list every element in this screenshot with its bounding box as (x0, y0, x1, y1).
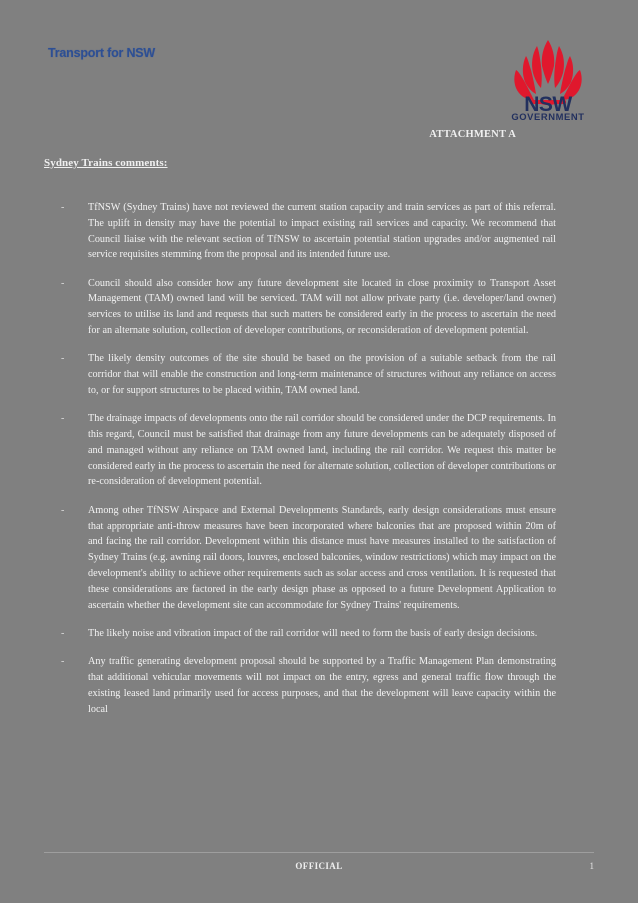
page-footer (44, 852, 594, 877)
list-item (44, 654, 556, 717)
list-item (44, 351, 556, 398)
list-item-text: The likely noise and vibration impact of the rail corridor will need to form the basis of early design decisions. (88, 627, 538, 639)
bullet-marker: - (61, 353, 65, 365)
list-item-text: Any traffic generating development proposal should be supported by a Traffic Management Plan demonstrating that additional vehicular movements will not impact on the entry, egress and general traffic flow through the existing leased land primarily used for access purposes, and that the development will leave capacity within the local (88, 656, 556, 715)
bullet-marker: - (61, 277, 65, 289)
bullet-marker: - (61, 413, 65, 425)
section-heading: Sydney Trains comments: (44, 157, 168, 169)
page-header (0, 0, 638, 120)
list-item-text: The drainage impacts of developments onto the rail corridor should be considered under the DCP requirements. In this regard, Council must be satisfied that drainage from any future developments can be adequately disposed of and managed without any reliance on TAM owned land, including the rail corridor. We request this matter be considered early in the process to ascertain the need for alternate solution, collection of developer contributions or re-consideration of development potential. (88, 413, 556, 488)
document-body (44, 200, 556, 730)
bullet-marker: - (61, 504, 65, 516)
footer-divider (44, 852, 594, 853)
list-item-text: The likely density outcomes of the site should be based on the provision of a suitable setback from the rail corridor that will enable the construction and long-term maintenance of structures without any reliance on access to, or for support structures to be placed within, TAM owned land. (88, 353, 556, 396)
attachment-label: ATTACHMENT A (429, 129, 516, 140)
footer-row (44, 861, 594, 877)
list-item (44, 411, 556, 490)
transport-for-nsw-wordmark: Transport for NSW (48, 46, 156, 60)
list-item-text: TfNSW (Sydney Trains) have not reviewed the current station capacity and train services as part of this referral. The uplift in density may have the potential to impact existing rail services and capacity. We recommend that Council liaise with the relevant section of TfNSW to ascertain potential station upgrades and/or augmented rail service requisites stemming from the proposal and its intended future use. (88, 202, 556, 261)
list-item (44, 503, 556, 614)
page-number: 1 (589, 861, 594, 871)
list-item-text: Among other TfNSW Airspace and External Developments Standards, early design considerations must ensure that appropriate anti-throw measures have been incorporated where balconies that are proposed within 20m of and facing the rail corridor. Development within this distance must have measures installed to the satisfaction of Sydney Trains (e.g. awning rail doors, louvres, enclosed balconies, window restrictions) which may impact on the development's ability to achieve other requirements such as solar access and cross ventilation. It is requested that these considerations are factored in the early design phase as opposed to a future Development Application to ascertain whether the development site can accommodate for Sydney Trains' requirements. (88, 504, 556, 611)
list-item (44, 626, 556, 642)
bullet-marker: - (61, 202, 65, 213)
list-item (44, 276, 556, 339)
nsw-government-wordmark-line1: NSW (524, 93, 572, 116)
list-item (44, 200, 556, 263)
bullet-marker: - (61, 656, 65, 668)
nsw-government-wordmark-line2: GOVERNMENT (511, 111, 585, 120)
waratah-icon (502, 34, 594, 120)
comments-bullet-list (44, 200, 556, 717)
nsw-government-logo (502, 34, 594, 120)
classification-marking: OFFICIAL (295, 861, 343, 871)
list-item-text: Council should also consider how any future development site located in close proximity to Transport Asset Management (TAM) owned land will be serviced. TAM will not allow private party (i.e. developer/land owner) services to utilise its land and requests that such matters be considered early in the process to ascertain the need for an alternate solution, collection of developer contributions, or reconsideration of development potential. (88, 277, 556, 337)
bullet-marker: - (61, 627, 65, 639)
